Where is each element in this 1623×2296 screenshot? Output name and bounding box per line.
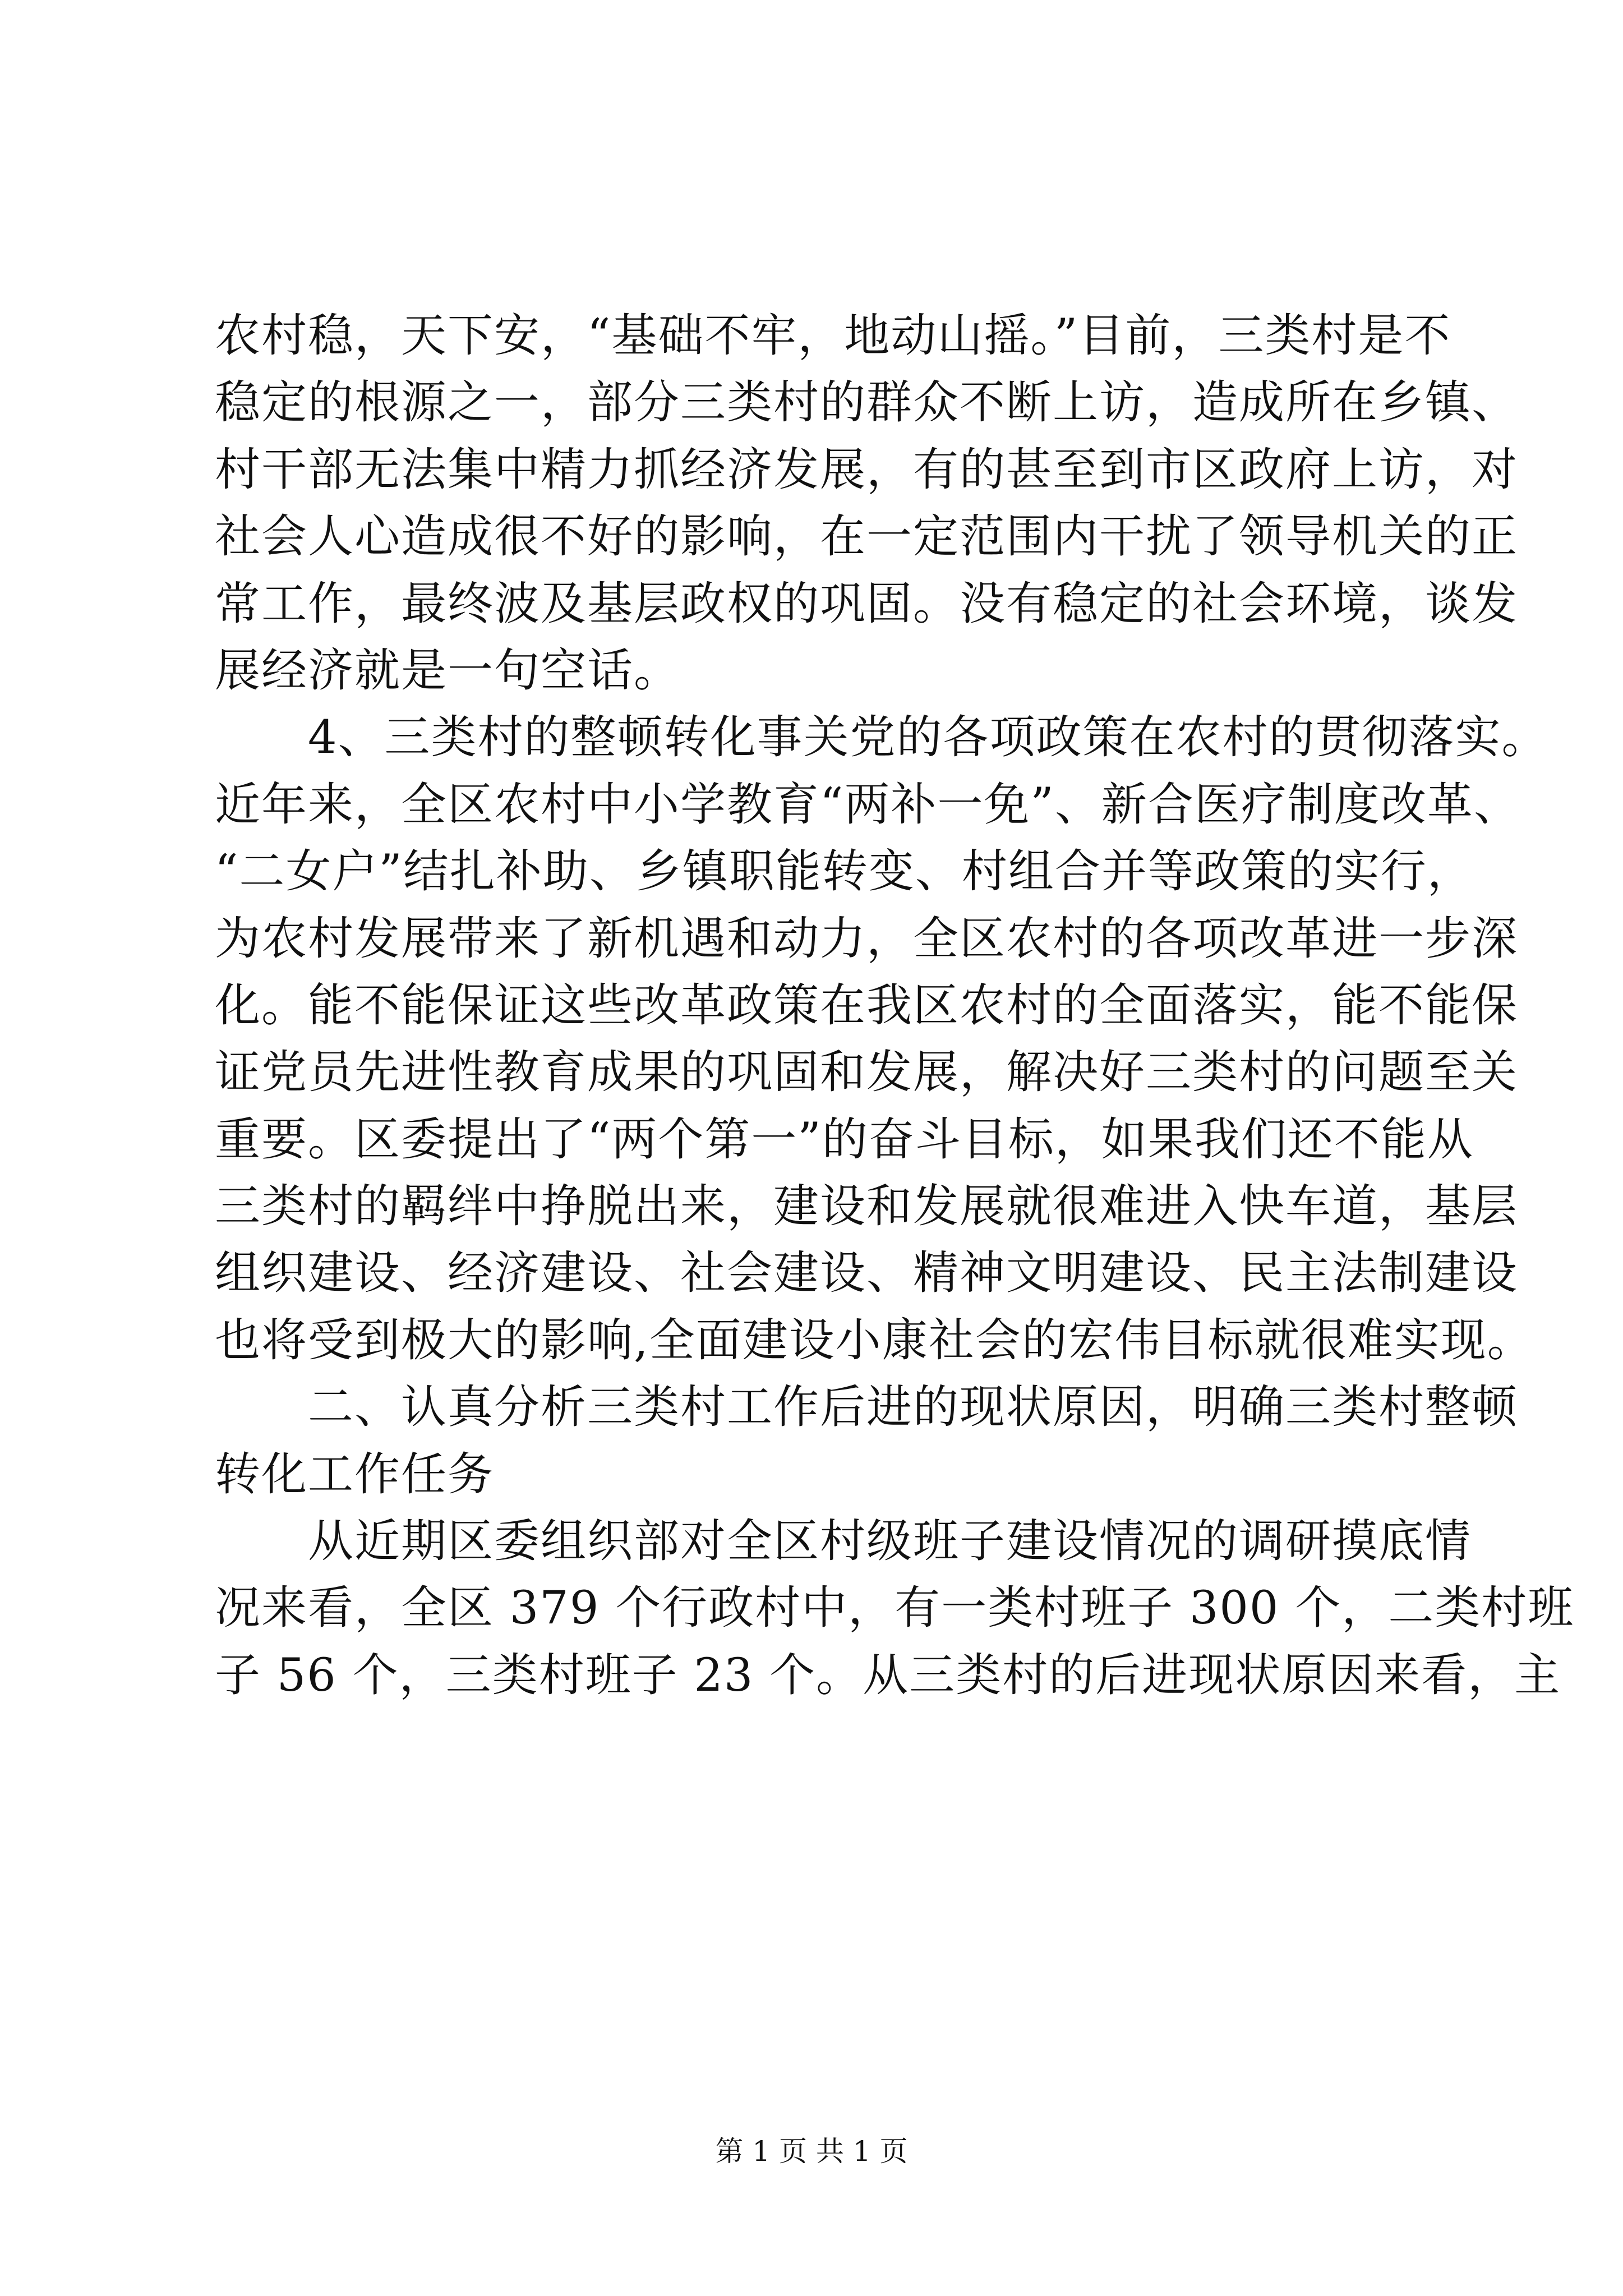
section-heading-line: 二、认真分析三类村工作后进的现状原因，明确三类村整顿 <box>215 1381 1519 1434</box>
text-line: 社会人心造成很不好的影响，在一定范围内干扰了领导机关的正 <box>215 510 1519 564</box>
text-line: 近年来，全区农村中小学教育“两补一免”、新合医疗制度改革、 <box>215 778 1520 831</box>
text-line: 化。能不能保证这些改革政策在我区农村的全面落实，能不能保 <box>215 979 1519 1032</box>
text-line: 三类村的羁绊中挣脱出来，建设和发展就很难进入快车道，基层 <box>215 1180 1519 1234</box>
text-line: 展经济就是一句空话。 <box>215 644 681 697</box>
text-line: 稳定的根源之一，部分三类村的群众不断上访，造成所在乡镇、 <box>215 376 1519 430</box>
text-line: 农村稳，天下安，“基础不牢，地动山摇。”目前，三类村是不 <box>215 310 1451 362</box>
text-line: 从近期区委组织部对全区村级班子建设情况的调研摸底情 <box>215 1515 1472 1568</box>
document-body <box>215 303 1575 1709</box>
page-footer <box>0 2129 1623 2169</box>
text-line: 重要。区委提出了“两个第一”的奋斗目标，如果我们还不能从 <box>215 1113 1474 1166</box>
page-number: 第 1 页 共 1 页 <box>715 2135 908 2168</box>
text-line: “二女户”结扎补助、乡镇职能转变、村组合并等政策的实行， <box>215 845 1474 899</box>
text-line: 为农村发展带来了新机遇和动力，全区农村的各项改革进一步深 <box>215 912 1519 965</box>
text-line: 组织建设、经济建设、社会建设、精神文明建设、民主法制建设 <box>215 1247 1519 1300</box>
text-line: 4、三类村的整顿转化事关党的各项政策在农村的贯彻落实。 <box>215 711 1548 765</box>
text-line: 况来看，全区 379 个行政村中，有一类村班子 300 个，二类村班 <box>215 1582 1575 1635</box>
text-line: 证党员先进性教育成果的巩固和发展，解决好三类村的问题至关 <box>215 1046 1519 1099</box>
text-line: 村干部无法集中精力抓经济发展，有的甚至到市区政府上访，对 <box>215 443 1519 496</box>
text-line: 常工作，最终波及基层政权的巩固。没有稳定的社会环境，谈发 <box>215 577 1519 631</box>
text-line: 也将受到极大的影响,全面建设小康社会的宏伟目标就很难实现。 <box>215 1314 1534 1367</box>
text-line: 子 56 个，三类村班子 23 个。从三类村的后进现状原因来看，主 <box>215 1649 1561 1702</box>
section-heading-line: 转化工作任务 <box>215 1448 495 1501</box>
